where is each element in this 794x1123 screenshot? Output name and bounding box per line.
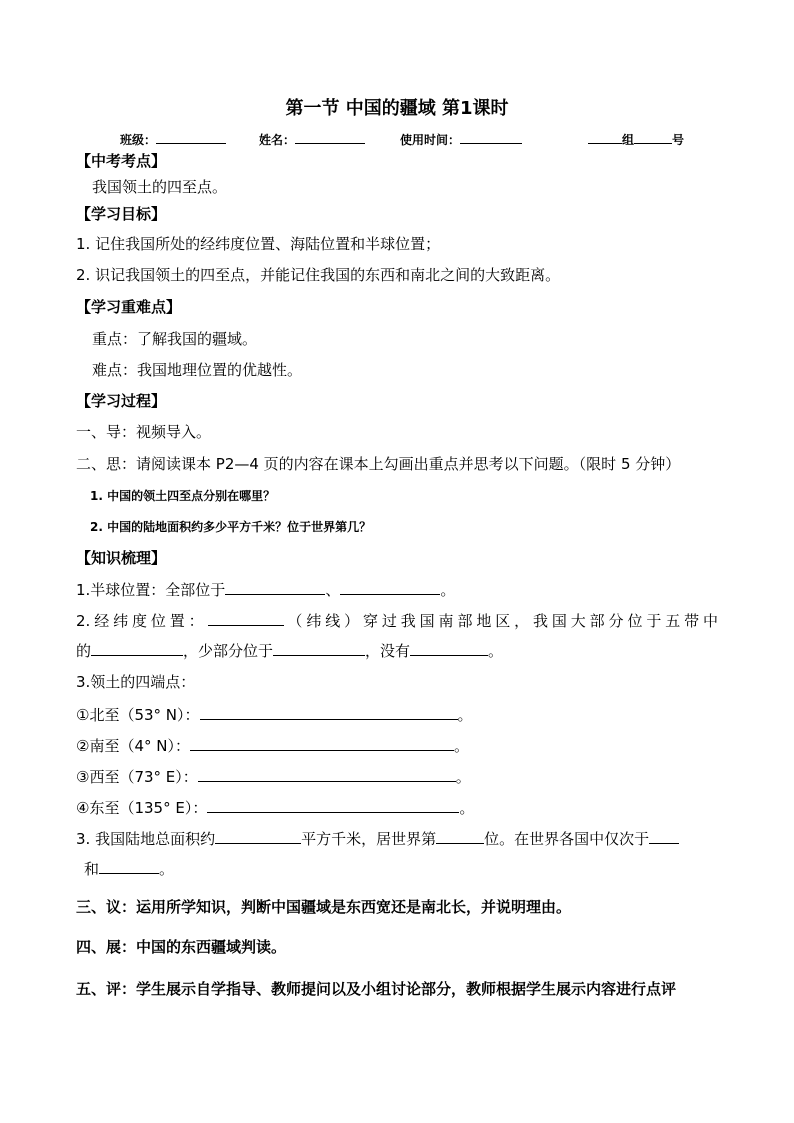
- question-2: 2. 中国的陆地面积约多少平方千米？位于世界第几？: [90, 520, 372, 534]
- zone-blank-3[interactable]: [410, 640, 488, 656]
- south-blank[interactable]: [190, 735, 454, 751]
- latlon-line-1: [76, 610, 718, 631]
- hemisphere-blank-1[interactable]: [225, 579, 325, 595]
- process-heading: 【学习过程】: [76, 392, 167, 410]
- step-5: 五、评：学生展示自学指导、教师提问以及小组讨论部分，教师根据学生展示内容进行点评: [76, 980, 677, 998]
- page-title: 第一节 中国的疆域 第1课时: [285, 98, 509, 119]
- group-label: 组: [622, 133, 635, 147]
- west-extreme: [76, 766, 471, 787]
- name-blank[interactable]: [295, 128, 365, 144]
- east-extreme: [76, 797, 474, 818]
- area-line-1: [76, 828, 679, 849]
- latlon-text-c: 的: [76, 642, 92, 660]
- area-blank[interactable]: [215, 828, 301, 844]
- hemisphere-line: [76, 579, 455, 600]
- end-mark: 。: [488, 642, 504, 660]
- exam-points-text: 我国领土的四至点。: [92, 178, 228, 196]
- zone-blank-1[interactable]: [91, 640, 183, 656]
- area-text-b: 平方千米，居世界第: [301, 830, 437, 848]
- exam-points-heading: 【中考考点】: [76, 152, 167, 170]
- latlon-line-2: [76, 640, 503, 661]
- hemisphere-label: 1.半球位置：全部位于: [76, 581, 226, 599]
- step-1: 一、导：视频导入。: [76, 423, 212, 441]
- goal-2: 2. 识记我国领土的四至点，并能记住我国的东西和南北之间的大致距离。: [76, 266, 561, 284]
- step-4: 四、展：中国的东西疆域判读。: [76, 938, 287, 956]
- goal-1: 1. 记住我国所处的经纬度位置、海陆位置和半球位置；: [76, 235, 441, 253]
- step-3: 三、议：运用所学知识，判断中国疆域是东西宽还是南北长，并说明理由。: [76, 898, 572, 916]
- latlon-text-e: ，没有: [365, 642, 411, 660]
- class-blank[interactable]: [156, 128, 226, 144]
- latlon-text: （纬线）穿过我国南部地区，我国大部分位于五带中: [283, 612, 718, 630]
- end-mark: 。: [453, 737, 469, 755]
- class-field: [120, 128, 226, 148]
- area-text-c: 位。在世界各国中仅次于: [484, 830, 650, 848]
- end-mark: 。: [440, 581, 456, 599]
- name-label: 姓名：: [259, 133, 296, 147]
- number-blank[interactable]: [634, 128, 672, 144]
- rank-blank[interactable]: [436, 828, 484, 844]
- north-label: ①北至（53° N）：: [76, 706, 200, 724]
- time-label: 使用时间：: [400, 133, 461, 147]
- country-blank-1[interactable]: [649, 828, 679, 844]
- area-text-d: 和: [84, 860, 100, 878]
- number-label: 号: [672, 133, 685, 147]
- time-field: [400, 128, 522, 148]
- north-blank[interactable]: [200, 704, 458, 720]
- time-blank[interactable]: [460, 128, 522, 144]
- end-mark: 。: [159, 860, 175, 878]
- latlon-text-d: ，少部分位于: [183, 642, 274, 660]
- goals-heading: 【学习目标】: [76, 205, 167, 223]
- west-blank[interactable]: [198, 766, 456, 782]
- name-field: [259, 128, 365, 148]
- difficulty-point: 难点：我国地理位置的优越性。: [92, 361, 303, 379]
- extremes-heading: 3.领土的四端点：: [76, 673, 196, 691]
- class-label: 班级：: [120, 133, 157, 147]
- west-label: ③西至（73° E）：: [76, 768, 198, 786]
- latlon-label: 2.经纬度位置：: [76, 612, 208, 630]
- key-point: 重点：了解我国的疆域。: [92, 330, 258, 348]
- group-blank[interactable]: [588, 128, 622, 144]
- group-number-field: [588, 128, 684, 148]
- end-mark: 。: [457, 706, 473, 724]
- end-mark: 。: [455, 768, 471, 786]
- zone-blank-2[interactable]: [273, 640, 365, 656]
- step-2: 二、思：请阅读课本 P2—4 页的内容在课本上勾画出重点并思考以下问题。（限时 5 分钟）: [76, 455, 681, 473]
- east-label: ④东至（135° E）：: [76, 799, 208, 817]
- key-heading: 【学习重难点】: [76, 298, 182, 316]
- area-text-a: 3. 我国陆地总面积约: [76, 830, 216, 848]
- north-extreme: [76, 704, 473, 725]
- south-label: ②南至（4° N）：: [76, 737, 190, 755]
- knowledge-heading: 【知识梳理】: [76, 549, 167, 567]
- separator: 、: [325, 581, 341, 599]
- end-mark: 。: [459, 799, 475, 817]
- hemisphere-blank-2[interactable]: [340, 579, 440, 595]
- area-line-2: [84, 858, 174, 879]
- east-blank[interactable]: [207, 797, 459, 813]
- south-extreme: [76, 735, 469, 756]
- country-blank-2[interactable]: [99, 858, 159, 874]
- question-1: 1. 中国的领土四至点分别在哪里？: [90, 489, 276, 503]
- latitude-blank[interactable]: [208, 610, 284, 626]
